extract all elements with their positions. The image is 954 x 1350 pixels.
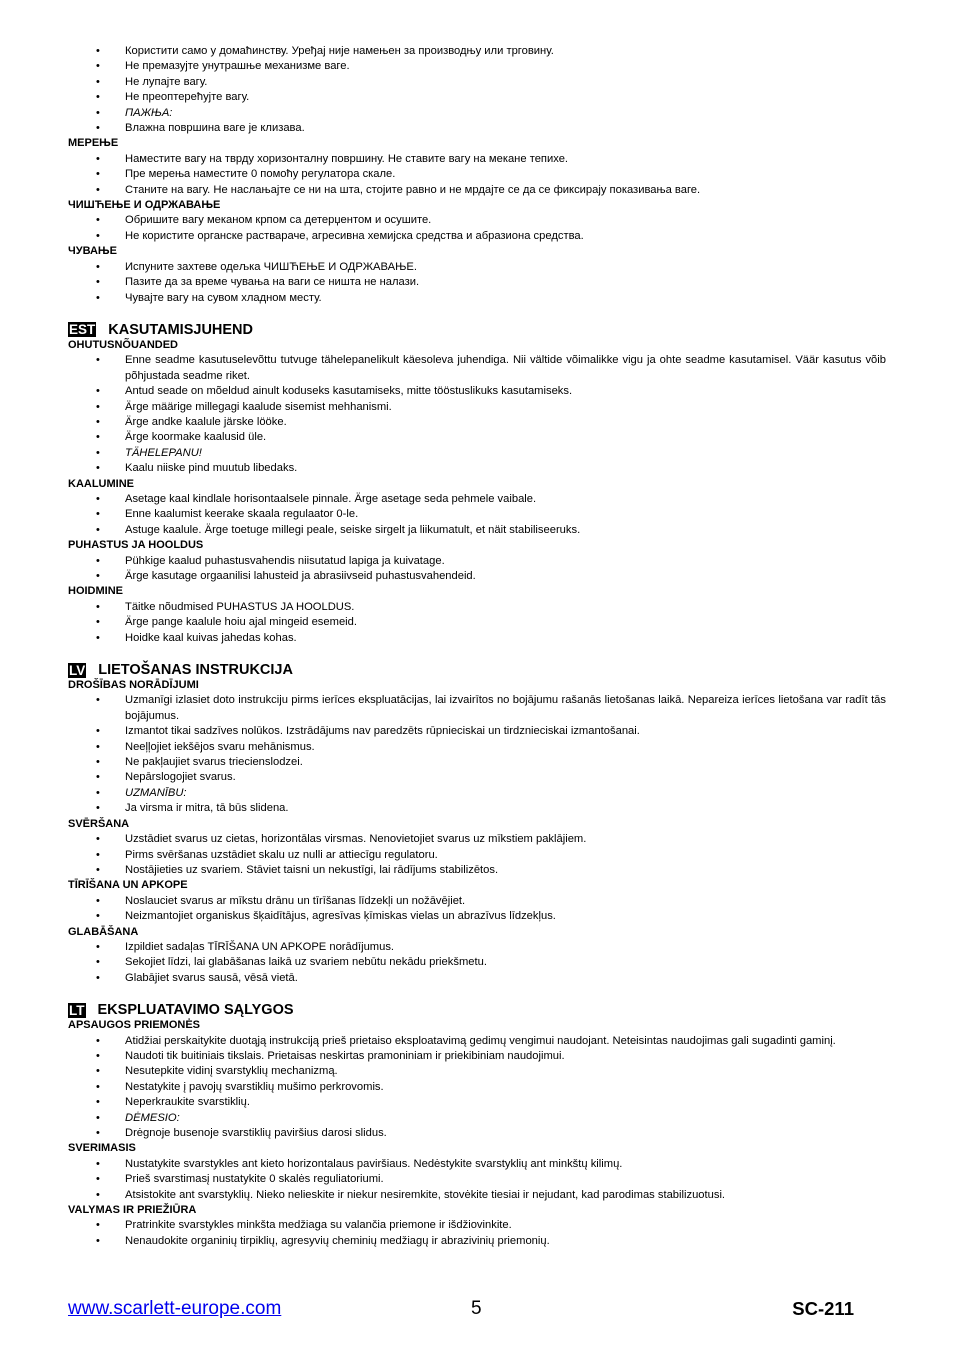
- list-item: • Пазите да за време чувања на ваги се ништа не налази.: [68, 275, 886, 290]
- subheading-safety: OHUTUSNÕUANDED: [68, 338, 178, 351]
- list-item: • Prieš svarstimasį nustatykite 0 skalės reguliatoriumi.: [68, 1172, 886, 1187]
- list-item: • Uzstādiet svarus uz cietas, horizontālas virsmas. Nenovietojiet svarus uz mīkstiem paklājiem.: [68, 832, 886, 847]
- srb-cleaning-list: [68, 213, 886, 244]
- subheading-safety: DROŠĪBAS NORĀDĪJUMI: [68, 679, 199, 692]
- subheading-storage: HOIDMINE: [68, 585, 123, 598]
- list-item: • Uzmanīgi izlasiet doto instrukciju pirms ierīces ekspluatācijas, lai izvairītos no bojājumu rašanās lietošanas laikā. Nepareiza ierīces lietošana var radīt tās bojājumus.: [68, 693, 886, 724]
- srb-weighing-list: [68, 152, 886, 198]
- subheading-weighing: МЕРЕЊЕ: [68, 137, 119, 150]
- caution-label: DĖMESIO:: [125, 1111, 180, 1124]
- lt-safety-list: [68, 1034, 886, 1142]
- document-body: [68, 44, 886, 1249]
- list-item: • Izpildiet sadaļas TĪRĪŠANA UN APKOPE norādījumus.: [68, 940, 886, 955]
- list-item: • Izmantot tikai sadzīves nolūkos. Izstrādājums nav paredzēts rūpnieciskai un tirdznieciskai izmantošanai.: [68, 724, 886, 739]
- list-item: • Ärge määrige millegagi kaalude sisemist mehhanismi.: [68, 400, 886, 415]
- list-item: • Neperkraukite svarstiklių.: [68, 1095, 886, 1110]
- page-footer: [68, 1298, 854, 1322]
- lt-cleaning-list: [68, 1218, 886, 1249]
- list-item: • Ne pakļaujiet svarus triecienslodzei.: [68, 755, 886, 770]
- est-cleaning-list: [68, 554, 886, 585]
- list-item: • Не премазујте унутрашње механизме ваге.: [68, 59, 886, 74]
- list-item: • Станите на вагу. Не наслањајте се ни на шта, стојите равно и не мрдајте се да се фиксирају показивања ваге.: [68, 183, 886, 198]
- est-weighing-list: [68, 492, 886, 538]
- list-item: • Чувајте вагу на сувом хладном месту.: [68, 291, 886, 306]
- language-badge-lv: LV: [69, 662, 86, 678]
- section-title: EKSPLUATAVIMO SĄLYGOS: [97, 1002, 294, 1019]
- caution-item: [68, 446, 886, 461]
- list-item: • Pirms svēršanas uzstādiet skalu uz nulli ar attiecīgu regulatoru.: [68, 848, 886, 863]
- list-item: • Drėgnoje busenoje svarstiklių paviršius darosi slidus.: [68, 1126, 886, 1141]
- list-item: • Пре мерења наместите 0 помоћу регулатора скале.: [68, 167, 886, 182]
- section-title-lv: [68, 662, 886, 678]
- est-safety-list: [68, 353, 886, 476]
- subheading-cleaning: ЧИШЋЕЊЕ И ОДРЖАВАЊЕ: [68, 199, 221, 212]
- section-title: LIETOŠANAS INSTRUKCIJA: [98, 662, 293, 679]
- list-item: • Nepārslogojiet svarus.: [68, 770, 886, 785]
- list-item: • Sekojiet līdzi, lai glabāšanas laikā uz svariem nebūtu nekādu priekšmetu.: [68, 955, 886, 970]
- subheading-safety: APSAUGOS PRIEMONĖS: [68, 1019, 201, 1032]
- lv-weighing-list: [68, 832, 886, 878]
- est-storage-list: [68, 600, 886, 646]
- list-item: • Astuge kaalule. Ärge toetuge millegi peale, seiske sirgelt ja liikumatult, et näit stabiliseeruks.: [68, 523, 886, 538]
- list-item: • Обришите вагу меканом крпом са детерџентом и осушите.: [68, 213, 886, 228]
- list-item: • Не преоптерећујте вагу.: [68, 90, 886, 105]
- list-item: • Ärge koormake kaalusid üle.: [68, 430, 886, 445]
- subheading-storage: GLABĀŠANA: [68, 925, 139, 938]
- subheading-cleaning: TĪRĪŠANA UN APKOPE: [68, 879, 188, 892]
- list-item: • Не користите органске раствараче, агресивна хемијска средства и абразиона средства.: [68, 229, 886, 244]
- subheading-storage: ЧУВАЊЕ: [68, 245, 117, 258]
- srb-storage-list: [68, 260, 886, 306]
- list-item: • Enne kaalumist keerake skaala regulaator 0-le.: [68, 507, 886, 522]
- lv-storage-list: [68, 940, 886, 986]
- list-item: • Влажна површина ваге је клизава.: [68, 121, 886, 136]
- website-link[interactable]: www.scarlett-europe.com: [68, 1298, 282, 1319]
- subheading-weighing: SVĒRŠANA: [68, 817, 130, 830]
- list-item: • Ärge pange kaalule hoiu ajal mingeid esemeid.: [68, 615, 886, 630]
- caution-label: TÄHELEPANU!: [125, 446, 202, 459]
- list-item: • Pratrinkite svarstykles minkšta medžiaga su valančia priemone ir išdžiovinkite.: [68, 1218, 886, 1233]
- caution-item: [68, 106, 886, 121]
- list-item: • Naudoti tik buitiniais tikslais. Prietaisas neskirtas pramoniniam ir priekibiniam naudojimui.: [68, 1049, 886, 1064]
- list-item: • Neizmantojiet organiskus šķaidītājus, agresīvas ķīmiskas vielas un abrazīvus līdzekļus.: [68, 909, 886, 924]
- list-item: • Испуните захтеве одељка ЧИШЋЕЊЕ И ОДРЖАВАЊЕ.: [68, 260, 886, 275]
- list-item: • Hoidke kaal kuivas jahedas kohas.: [68, 631, 886, 646]
- lv-cleaning-list: [68, 894, 886, 925]
- list-item: • Nestatykite į pavojų svarstiklių mušimo perkrovomis.: [68, 1080, 886, 1095]
- subheading-weighing: KAALUMINE: [68, 477, 134, 490]
- list-item: • Pühkige kaalud puhastusvahendis niisutatud lapiga ja kuivatage.: [68, 554, 886, 569]
- list-item: • Наместите вагу на тврду хоризонталну површину. Не ставите вагу на мекане тепихе.: [68, 152, 886, 167]
- list-item: • Не лупајте вагу.: [68, 75, 886, 90]
- list-item: • Ärge kasutage orgaanilisi lahusteid ja abrasiivseid puhastusvahendeid.: [68, 569, 886, 584]
- list-item: • Glabājiet svarus sausā, vēsā vietā.: [68, 971, 886, 986]
- lt-weighing-list: [68, 1157, 886, 1203]
- list-item: • Noslauciet svarus ar mīkstu drānu un tīrīšanas līdzekļi un nožāvējiet.: [68, 894, 886, 909]
- language-badge-lt: LT: [69, 1002, 85, 1018]
- list-item: • Antud seade on mõeldud ainult koduseks kasutamiseks, mitte tööstuslikuks kasutamiseks.: [68, 384, 886, 399]
- section-title-lt: [68, 1002, 886, 1018]
- model-number: SC-211: [792, 1298, 854, 1319]
- list-item: • Nustatykite svarstykles ant kieto horizontalaus paviršiaus. Nedėstykite svarstyklių ant minkštų kilimų.: [68, 1157, 886, 1172]
- list-item: • Nostājieties uz svariem. Stāviet taisni un nekustīgi, lai rādījums stabilizētos.: [68, 863, 886, 878]
- list-item: • Ja virsma ir mitra, tā būs slidena.: [68, 801, 886, 816]
- caution-item: [68, 1111, 886, 1126]
- list-item: • Enne seadme kasutuselevõttu tutvuge tähelepanelikult käesoleva juhendiga. Nii vältide võimalikke vigu ja ohte seadme kasutamisel. Väär kasutus võib põhjustada seadme riket.: [68, 353, 886, 384]
- list-item: • Atsistokite ant svarstyklių. Nieko nelieskite ir niekur nesiremkite, stovėkite tiesiai ir nejudant, kad parodimas stabilizuotusi.: [68, 1188, 886, 1203]
- caution-label: UZMANĪBU:: [125, 786, 187, 799]
- subheading-cleaning: PUHASTUS JA HOOLDUS: [68, 539, 204, 552]
- caution-item: [68, 786, 886, 801]
- page-number: 5: [471, 1298, 482, 1319]
- section-title-est: [68, 322, 886, 338]
- subheading-weighing: SVERIMASIS: [68, 1142, 136, 1155]
- lv-safety-list: [68, 693, 886, 816]
- list-item: • Nesutepkite vidinį svarstyklių mechanizmą.: [68, 1064, 886, 1079]
- list-item: • Atidžiai perskaitykite duotąją instrukciją prieš prietaiso eksploatavimą gedimų vengimui naudojant. Neteisintas naudojimas gali sugadinti gaminį.: [68, 1034, 886, 1049]
- language-badge-est: EST: [69, 322, 96, 338]
- srb-safety-list: [68, 44, 886, 136]
- list-item: • Користити само у домаћинству. Уређај није намењен за производњу или трговину.: [68, 44, 886, 59]
- list-item: • Neeļļojiet iekšējos svaru mehānismus.: [68, 740, 886, 755]
- list-item: • Täitke nõudmised PUHASTUS JA HOOLDUS.: [68, 600, 886, 615]
- list-item: • Nenaudokite organinių tirpiklių, agresyvių cheminių medžiagų ir abrazivinių priemonių.: [68, 1234, 886, 1249]
- caution-label: ПАЖЊА:: [125, 106, 173, 119]
- section-title: KASUTAMISJUHEND: [108, 321, 254, 338]
- list-item: • Asetage kaal kindlale horisontaalsele pinnale. Ärge asetage seda pehmele vaibale.: [68, 492, 886, 507]
- list-item: • Ärge andke kaalule järske lööke.: [68, 415, 886, 430]
- subheading-cleaning: VALYMAS IR PRIEŽIŪRA: [68, 1204, 197, 1217]
- list-item: • Kaalu niiske pind muutub libedaks.: [68, 461, 886, 476]
